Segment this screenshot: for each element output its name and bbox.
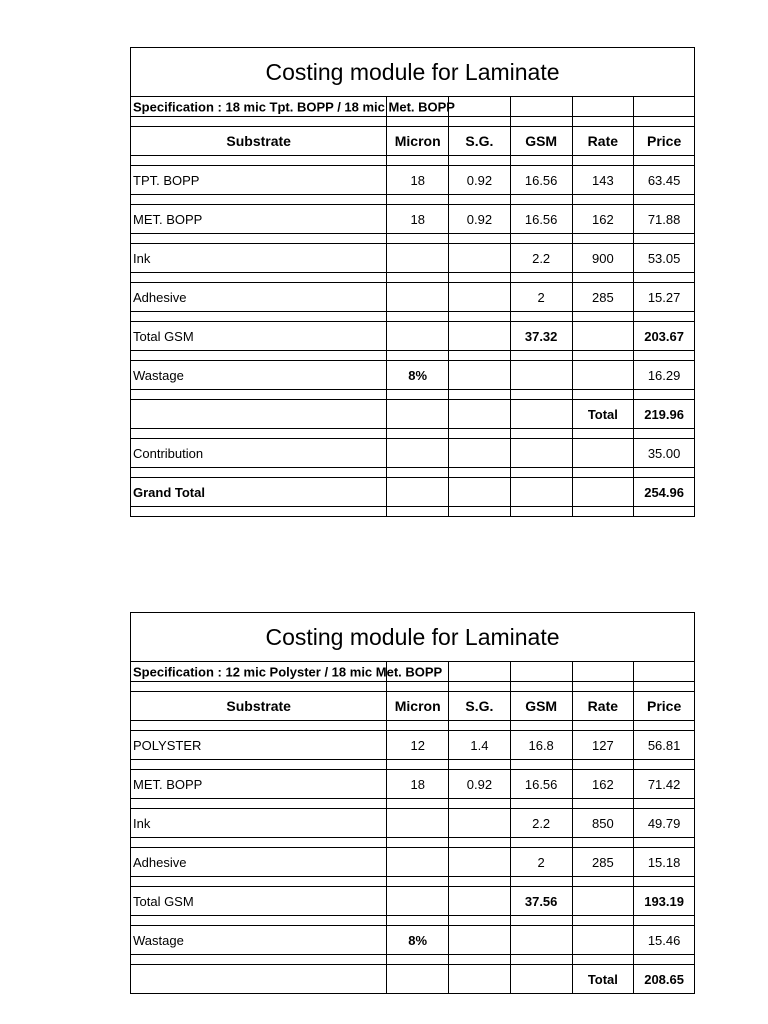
table-row bbox=[131, 400, 695, 429]
cell-gsm: 16.56 bbox=[510, 205, 572, 234]
cell-sg bbox=[449, 322, 511, 351]
cell-gsm: 16.8 bbox=[510, 731, 572, 760]
cell-sg bbox=[449, 244, 511, 273]
table-row bbox=[131, 887, 695, 916]
cell-gsm: 16.56 bbox=[510, 770, 572, 799]
cell-price: 203.67 bbox=[634, 322, 695, 351]
cell-rate: 285 bbox=[572, 283, 634, 312]
cell-rate bbox=[572, 322, 634, 351]
costing-table-2 bbox=[130, 612, 695, 994]
table-title: Costing module for Laminate bbox=[131, 613, 695, 662]
table-row bbox=[131, 848, 695, 877]
cell-substrate: MET. BOPP bbox=[131, 770, 387, 799]
cell-substrate: Ink bbox=[131, 244, 387, 273]
cell-price: 53.05 bbox=[634, 244, 695, 273]
header-sg: S.G. bbox=[449, 127, 511, 156]
cell-substrate: Total GSM bbox=[131, 887, 387, 916]
table-row bbox=[131, 809, 695, 838]
cell-substrate bbox=[131, 965, 387, 994]
table-row bbox=[131, 166, 695, 195]
cell-sg: 0.92 bbox=[449, 205, 511, 234]
cell-rate: 285 bbox=[572, 848, 634, 877]
cell-sg bbox=[449, 809, 511, 838]
cell-sg bbox=[449, 283, 511, 312]
cell-rate bbox=[572, 361, 634, 390]
table-row bbox=[131, 770, 695, 799]
cell-rate bbox=[572, 478, 634, 507]
cell-gsm: 2.2 bbox=[510, 244, 572, 273]
cell-micron bbox=[387, 809, 449, 838]
cell-substrate: Adhesive bbox=[131, 848, 387, 877]
cell-substrate: Adhesive bbox=[131, 283, 387, 312]
cell-gsm: 37.32 bbox=[510, 322, 572, 351]
table-row bbox=[131, 926, 695, 955]
table-row bbox=[131, 283, 695, 312]
cell-rate bbox=[572, 887, 634, 916]
cell-micron: 18 bbox=[387, 770, 449, 799]
header-row bbox=[131, 127, 695, 156]
cell-substrate: Wastage bbox=[131, 926, 387, 955]
cell-gsm bbox=[510, 965, 572, 994]
cell-substrate: Grand Total bbox=[131, 478, 387, 507]
cell-micron bbox=[387, 283, 449, 312]
cell-price: 49.79 bbox=[634, 809, 695, 838]
cell-sg: 0.92 bbox=[449, 166, 511, 195]
cell-rate: 162 bbox=[572, 770, 634, 799]
table-row bbox=[131, 478, 695, 507]
cell-gsm bbox=[510, 361, 572, 390]
cell-sg: 1.4 bbox=[449, 731, 511, 760]
cell-gsm: 2.2 bbox=[510, 809, 572, 838]
cell-sg bbox=[449, 926, 511, 955]
cell-micron bbox=[387, 322, 449, 351]
cell-price: 208.65 bbox=[634, 965, 695, 994]
cell-gsm: 2 bbox=[510, 848, 572, 877]
header-gsm: GSM bbox=[510, 127, 572, 156]
header-gsm: GSM bbox=[510, 692, 572, 721]
cell-substrate: Contribution bbox=[131, 439, 387, 468]
table-row bbox=[131, 322, 695, 351]
cell-rate: 850 bbox=[572, 809, 634, 838]
table-row bbox=[131, 439, 695, 468]
header-micron: Micron bbox=[387, 127, 449, 156]
cell-micron bbox=[387, 244, 449, 273]
cell-substrate: POLYSTER bbox=[131, 731, 387, 760]
cell-price: 219.96 bbox=[634, 400, 695, 429]
cell-price: 15.46 bbox=[634, 926, 695, 955]
cell-price: 15.27 bbox=[634, 283, 695, 312]
cell-substrate: Total GSM bbox=[131, 322, 387, 351]
cell-micron bbox=[387, 965, 449, 994]
cell-sg bbox=[449, 361, 511, 390]
cell-price: 71.42 bbox=[634, 770, 695, 799]
table-row bbox=[131, 965, 695, 994]
cell-micron bbox=[387, 400, 449, 429]
cell-price: 15.18 bbox=[634, 848, 695, 877]
cell-gsm bbox=[510, 439, 572, 468]
cell-sg: 0.92 bbox=[449, 770, 511, 799]
cell-gsm: 37.56 bbox=[510, 887, 572, 916]
table-row bbox=[131, 731, 695, 760]
cell-price: 193.19 bbox=[634, 887, 695, 916]
cell-rate: 900 bbox=[572, 244, 634, 273]
cell-micron: 18 bbox=[387, 205, 449, 234]
cell-price: 71.88 bbox=[634, 205, 695, 234]
cell-rate: Total bbox=[572, 400, 634, 429]
cell-micron: 18 bbox=[387, 166, 449, 195]
cell-rate bbox=[572, 926, 634, 955]
cell-sg bbox=[449, 439, 511, 468]
table-title: Costing module for Laminate bbox=[131, 48, 695, 97]
table-row bbox=[131, 361, 695, 390]
header-rate: Rate bbox=[572, 692, 634, 721]
cell-gsm: 2 bbox=[510, 283, 572, 312]
cell-sg bbox=[449, 400, 511, 429]
cell-rate: 162 bbox=[572, 205, 634, 234]
cell-price: 35.00 bbox=[634, 439, 695, 468]
cell-price: 63.45 bbox=[634, 166, 695, 195]
header-rate: Rate bbox=[572, 127, 634, 156]
cell-micron bbox=[387, 848, 449, 877]
specification-label: Specification : 12 mic Polyster / 18 mic Met. BOPP bbox=[133, 664, 443, 679]
cell-gsm bbox=[510, 400, 572, 429]
cell-gsm bbox=[510, 926, 572, 955]
costing-table-1 bbox=[130, 47, 695, 517]
cell-price: 16.29 bbox=[634, 361, 695, 390]
cell-micron: 8% bbox=[387, 361, 449, 390]
spec-cell bbox=[131, 97, 455, 117]
cell-rate: 143 bbox=[572, 166, 634, 195]
cell-substrate: Wastage bbox=[131, 361, 387, 390]
cell-micron bbox=[387, 478, 449, 507]
cell-sg bbox=[449, 848, 511, 877]
cell-micron bbox=[387, 439, 449, 468]
table-row bbox=[131, 244, 695, 273]
cell-rate bbox=[572, 439, 634, 468]
cell-substrate: MET. BOPP bbox=[131, 205, 387, 234]
cell-micron bbox=[387, 887, 449, 916]
cell-sg bbox=[449, 478, 511, 507]
cell-rate: Total bbox=[572, 965, 634, 994]
spec-cell bbox=[131, 662, 443, 682]
cell-sg bbox=[449, 965, 511, 994]
header-price: Price bbox=[634, 692, 695, 721]
cell-micron: 12 bbox=[387, 731, 449, 760]
specification-label: Specification : 18 mic Tpt. BOPP / 18 mic Met. BOPP bbox=[133, 99, 455, 114]
cell-price: 254.96 bbox=[634, 478, 695, 507]
cell-substrate: TPT. BOPP bbox=[131, 166, 387, 195]
cell-gsm: 16.56 bbox=[510, 166, 572, 195]
cell-substrate bbox=[131, 400, 387, 429]
cell-price: 56.81 bbox=[634, 731, 695, 760]
cell-rate: 127 bbox=[572, 731, 634, 760]
cell-micron: 8% bbox=[387, 926, 449, 955]
header-row bbox=[131, 692, 695, 721]
cell-gsm bbox=[510, 478, 572, 507]
header-micron: Micron bbox=[387, 692, 449, 721]
cell-sg bbox=[449, 887, 511, 916]
header-sg: S.G. bbox=[449, 692, 511, 721]
table-row bbox=[131, 205, 695, 234]
header-price: Price bbox=[634, 127, 695, 156]
cell-substrate: Ink bbox=[131, 809, 387, 838]
header-substrate: Substrate bbox=[131, 127, 387, 156]
header-substrate: Substrate bbox=[131, 692, 387, 721]
